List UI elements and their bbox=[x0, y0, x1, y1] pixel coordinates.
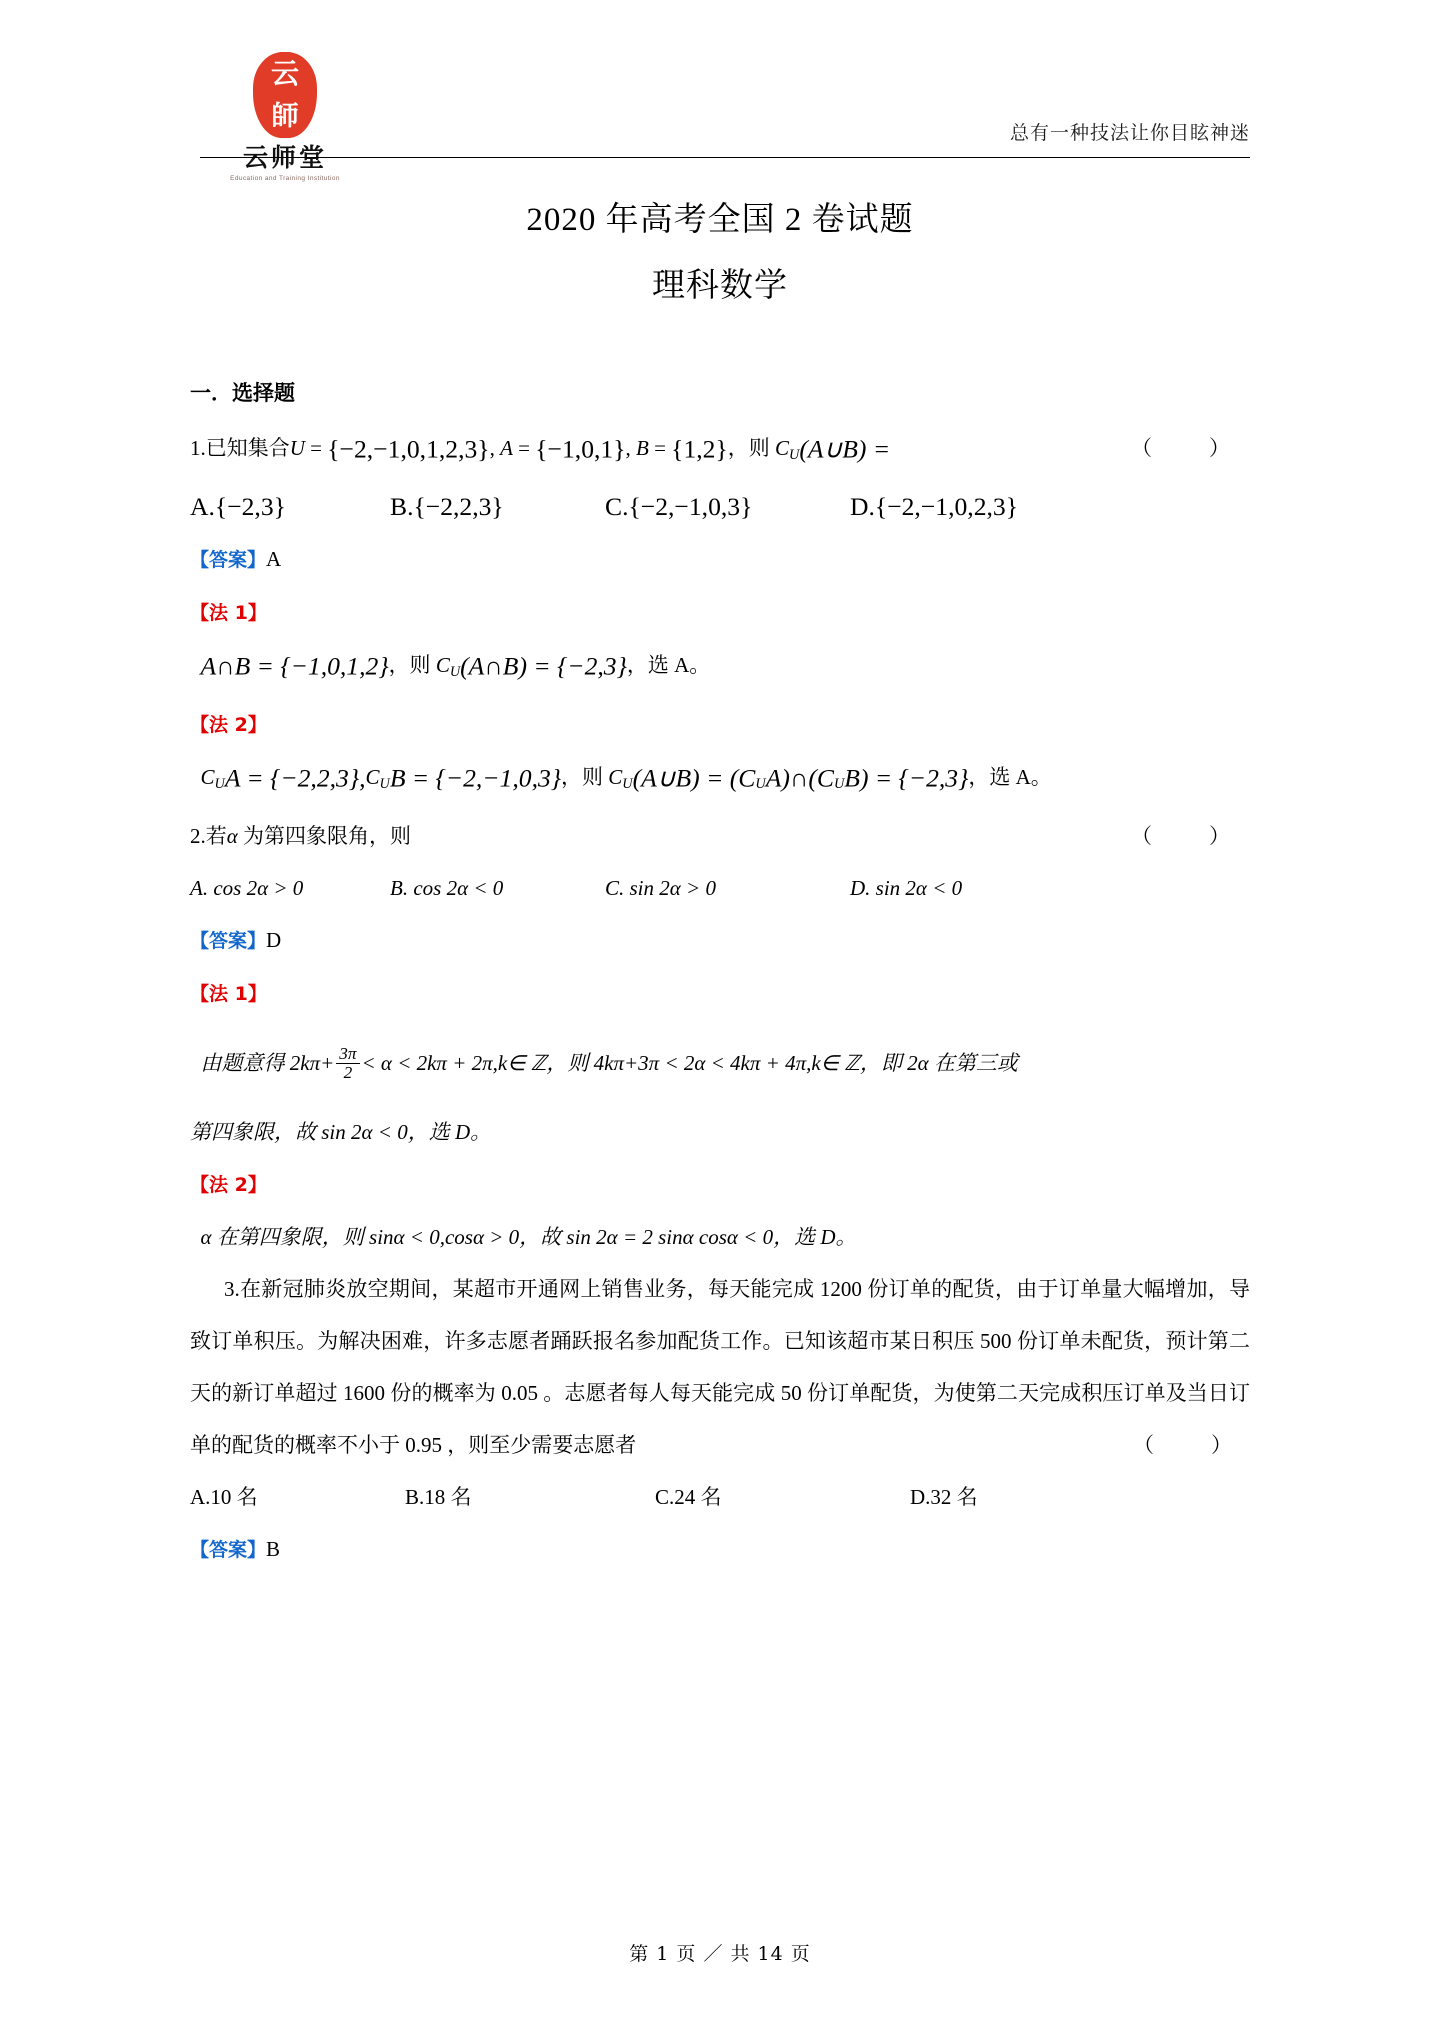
q1-stem-prefix: 已知集合 bbox=[205, 436, 290, 460]
q2-option-a[interactable]: A. cos 2α > 0 bbox=[190, 875, 304, 900]
question-1-method1-tag bbox=[190, 586, 1250, 639]
q2-m1-b: < α < 2kπ + 2π,k∈ ℤ bbox=[361, 1050, 547, 1075]
q2-m1-line2: 第四象限，故 sin 2α < 0，选 D。 bbox=[190, 1119, 492, 1144]
q1-then: ，则 bbox=[727, 436, 770, 460]
section-heading: 一．选择题 bbox=[190, 381, 295, 405]
q1-a-set: {−1,0,1} bbox=[535, 434, 626, 464]
q2-m1-a: 由题意得 2kπ+ bbox=[200, 1050, 335, 1075]
q1-m2-c2: C bbox=[365, 764, 380, 789]
q1-m2-rest3: (A∪B) = (C bbox=[632, 763, 756, 793]
q1-a-name: A bbox=[500, 436, 513, 460]
q1-m1-rest: (A∩B) = {−2,3} bbox=[460, 651, 627, 681]
q1-m1-lhs: A∩B = {−1,0,1,2} bbox=[200, 651, 389, 681]
document-body bbox=[190, 368, 1250, 1576]
question-2-method1-line1 bbox=[190, 1020, 1250, 1106]
seal-stamp-icon bbox=[254, 52, 316, 138]
q1-b-set: {1,2} bbox=[671, 434, 728, 464]
q3-option-c[interactable]: C.24 名 bbox=[655, 1484, 722, 1509]
q2-option-b[interactable]: B. cos 2α < 0 bbox=[390, 875, 504, 900]
answer-tag: 【答案】 bbox=[190, 929, 267, 952]
question-2-method2-body bbox=[190, 1211, 1250, 1263]
q1-m2-rest1: A = {−2,2,3}, bbox=[224, 763, 366, 793]
q2-stem-suffix: 为第四象限角，则 bbox=[243, 823, 412, 848]
question-2-method2-tag bbox=[190, 1158, 1250, 1211]
q1-m2-rest2: B = {−2,−1,0,3} bbox=[389, 763, 562, 793]
q2-stem-prefix: 若 bbox=[205, 823, 227, 848]
q1-m2-c1: C bbox=[200, 764, 215, 789]
q1-option-a[interactable]: A.{−2,3} bbox=[190, 491, 286, 521]
method2-tag: 【法 2】 bbox=[190, 713, 267, 736]
brand-name: 云师堂 bbox=[242, 143, 327, 172]
page-subtitle: 理科数学 bbox=[652, 268, 788, 304]
q1-m2-mid: ，则 bbox=[561, 764, 604, 789]
page-title: 2020 年高考全国 2 卷试题 bbox=[526, 202, 914, 238]
question-2-options bbox=[190, 862, 1250, 914]
question-1-options bbox=[190, 481, 1250, 533]
question-1-method2-body bbox=[190, 751, 1250, 810]
q1-m1-mid: ，则 bbox=[388, 652, 431, 677]
q1-u-set: {−2,−1,0,1,2,3} bbox=[327, 434, 490, 464]
q3-option-a[interactable]: A.10 名 bbox=[190, 1484, 258, 1509]
question-1-answer bbox=[190, 533, 1250, 586]
question-2-answer bbox=[190, 914, 1250, 967]
q2-m1-frac-num: 3π bbox=[339, 1043, 357, 1063]
q1-m1-sub: U bbox=[449, 663, 461, 680]
q1-m1-c: C bbox=[435, 652, 450, 677]
q1-m2-sub5: U bbox=[833, 775, 845, 792]
q1-m2-sub2: U bbox=[379, 775, 390, 792]
question-3-answer bbox=[190, 1523, 1250, 1576]
method2-tag: 【法 2】 bbox=[190, 1173, 267, 1196]
answer-tag: 【答案】 bbox=[190, 1538, 267, 1561]
q2-alpha: α bbox=[226, 823, 238, 848]
q2-m2-line: α 在第四象限，则 sinα < 0,cosα > 0，故 sin 2α = 2 sinα cosα < 0，选 D。 bbox=[200, 1224, 857, 1249]
q3-option-d[interactable]: D.32 名 bbox=[910, 1484, 978, 1509]
question-2-method1-tag bbox=[190, 967, 1250, 1020]
q1-answer-paren: （ ） bbox=[1131, 436, 1248, 460]
q2-number: 2. bbox=[190, 823, 206, 848]
q1-m1-tail: ，选 A。 bbox=[626, 652, 711, 677]
q3-body: 在新冠肺炎放空期间，某超市开通网上销售业务，每天能完成 1200 份订单的配货，由于订单量大幅增加，导致订单积压。为解决困难，许多志愿者踊跃报名参加配货工作。已知该超市某日积压 500 份订单未配货，预计第二天的新订单超过 1600 份的概率为 0.05 。志愿者每人每天能完成 50 份订单配货，为使第二天完成积压订单及当日订单的配货的概率不小于 0.95 ，则至少需要志愿者 bbox=[190, 1276, 1250, 1457]
q1-u-name: U bbox=[289, 436, 305, 460]
q2-option-c[interactable]: C. sin 2α > 0 bbox=[605, 875, 716, 900]
question-3-stem bbox=[190, 1263, 1250, 1471]
question-2-method1-line2 bbox=[190, 1106, 1250, 1158]
q2-answer-value: D bbox=[266, 927, 282, 952]
question-3-options bbox=[190, 1471, 1250, 1523]
question-1-method1-body bbox=[190, 639, 1250, 698]
q3-number: 3. bbox=[224, 1276, 240, 1301]
question-1-method2-tag bbox=[190, 698, 1250, 751]
q1-option-d[interactable]: D.{−2,−1,0,2,3} bbox=[850, 491, 1018, 521]
q2-m1-c: ，则 4kπ+3π < 2α < 4kπ + 4π,k∈ ℤ bbox=[546, 1050, 860, 1075]
q1-expr-sub: U bbox=[789, 446, 800, 463]
q2-answer-paren: （ ） bbox=[1131, 823, 1248, 848]
q1-m2-tail: ，选 A。 bbox=[968, 764, 1052, 789]
answer-tag: 【答案】 bbox=[190, 548, 267, 571]
header-divider bbox=[200, 157, 1250, 158]
q1-m2-rest4: A)∩(C bbox=[765, 763, 834, 793]
q2-option-d[interactable]: D. sin 2α < 0 bbox=[850, 875, 963, 900]
q1-expr-rest: (A∪B) = bbox=[799, 434, 891, 464]
method1-tag: 【法 1】 bbox=[190, 601, 267, 624]
method1-tag: 【法 1】 bbox=[190, 982, 267, 1005]
q1-option-c[interactable]: C.{−2,−1,0,3} bbox=[605, 491, 753, 521]
q3-option-b[interactable]: B.18 名 bbox=[405, 1484, 472, 1509]
brand-subtitle: Education and Training Institution bbox=[230, 175, 340, 182]
q1-option-b[interactable]: B.{−2,2,3} bbox=[390, 491, 504, 521]
header-tagline: 总有一种技法让你目眩神迷 bbox=[1009, 122, 1250, 144]
q1-m2-sub3: U bbox=[622, 775, 633, 792]
page-footer: 第 1 页 ／ 共 14 页 bbox=[629, 1943, 811, 1965]
q1-b-name: B bbox=[636, 436, 649, 460]
q1-m2-sub1: U bbox=[214, 775, 225, 792]
question-2-stem bbox=[190, 810, 1250, 862]
q3-answer-paren: （ ） bbox=[1133, 1432, 1250, 1457]
q1-expr-c: C bbox=[775, 436, 790, 460]
q2-m1-fraction bbox=[336, 1045, 359, 1083]
q1-m2-rest5: B) = {−2,3} bbox=[844, 763, 969, 793]
q1-m2-c3: C bbox=[608, 764, 623, 789]
question-1-stem: 1.已知集合U = {−2,−1,0,1,2,3}, A = {−1,0,1}, B = {1,2}，则 $C_U(A\cup B)$ = （ ） bbox=[190, 422, 1250, 481]
q1-answer-value: A bbox=[266, 546, 282, 571]
page-header bbox=[190, 0, 1250, 182]
q3-answer-value: B bbox=[266, 1536, 281, 1561]
q1-m2-sub4: U bbox=[755, 775, 766, 792]
q2-m1-frac-den: 2 bbox=[336, 1063, 359, 1082]
brand-logo bbox=[220, 52, 350, 183]
q1-number: 1. bbox=[190, 436, 206, 460]
q2-m1-d: ，即 2α 在第三或 bbox=[859, 1050, 1018, 1075]
